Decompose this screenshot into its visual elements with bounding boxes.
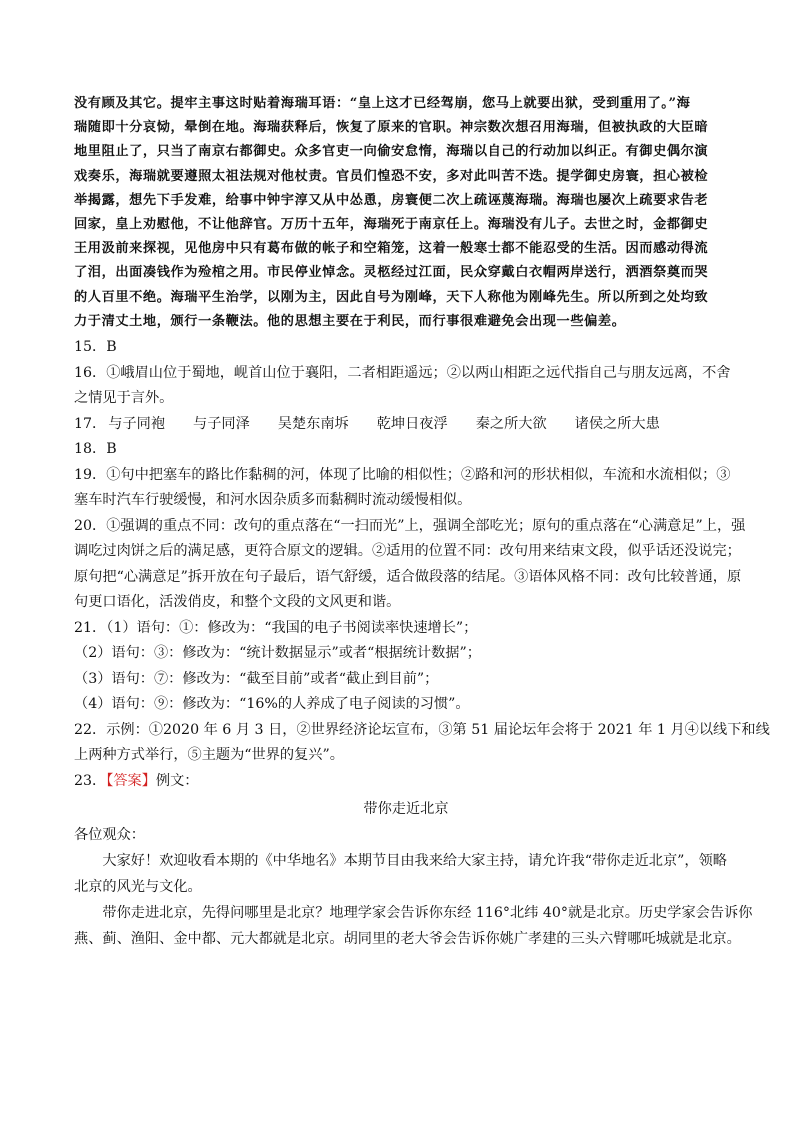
answer-19-line: 19．①句中把塞车的路比作黏稠的河，体现了比喻的相似性；②路和河的形状相似，车流和水流相似；③ xyxy=(74,466,731,483)
answer-22-line: 上两种方式举行，⑤主题为“世界的复兴”。 xyxy=(74,747,344,764)
answer-21-line: （4）语句：⑨：修改为：“16%的人养成了电子阅读的习惯”。 xyxy=(74,696,470,713)
answer-16-line: 16．①峨眉山位于蜀地，岘首山位于襄阳，二者相距遥远；②以两山相距之远代指自己与朋友远离，不舍 xyxy=(74,364,731,381)
answer-23-label: 例文： xyxy=(155,772,199,789)
passage-line: 没有顾及其它。提牢主事这时贴着海瑞耳语：“皇上这才已经驾崩，您马上就要出狱，受到重用了。”海 xyxy=(74,96,691,111)
answer-21-line: 21．（1）语句：①：修改为：“我国的电子书阅读率快速增长”； xyxy=(74,619,478,636)
passage-line: 戏奏乐，海瑞就要遵照太祖法规对他杖责。官员们惶恐不安，多对此叫苦不迭。提学御史房寰，担心被检 xyxy=(74,168,709,184)
passage-line: 回家，皇上劝慰他，不让他辞官。万历十五年，海瑞死于南京任上。海瑞没有儿子。去世之时，金都御史 xyxy=(74,217,709,233)
answer-19-line: 塞车时汽车行驶缓慢，和河水因杂质多而黏稠时流动缓慢相似。 xyxy=(74,492,472,509)
passage-line: 力于清丈土地，颁行一条鞭法。他的思想主要在于利民，而行事很难避免会出现一些偏差。 xyxy=(74,313,626,329)
passage-line: 举揭露，想先下手发难，给事中钟宇淳又从中怂恿，房寰便二次上疏诬蔑海瑞。海瑞也屡次上疏要求告老 xyxy=(74,192,709,208)
answer-16-line: 之情见于言外。 xyxy=(74,390,174,407)
answer-22-line: 22．示例：①2020 年 6 月 3 日，②世界经济论坛宣布，③第 51 届论坛年会将于 2021 年 1 月④以线下和线 xyxy=(74,721,770,738)
essay-title: 带你走近北京 xyxy=(363,801,449,818)
answer-15: 15．B xyxy=(74,339,117,356)
sample-essay xyxy=(74,796,753,952)
essay-paragraph-line: 大家好！欢迎收看本期的《中华地名》本期节目由我来给大家主持，请允许我“带你走近北京”，领略 xyxy=(102,853,727,870)
answer-tag: 【答案】 xyxy=(106,772,156,789)
answer-20-line: 调吃过肉饼之后的满足感，更符合原文的逻辑。②适用的位置不同：改句用来结束文段，似乎话还没说完； xyxy=(74,543,741,560)
answer-21-line: （3）语句：⑦：修改为：“截至目前”或者“截止到目前”； xyxy=(74,670,439,687)
answer-21-line: （2）语句：③：修改为：“统计数据显示”或者“根据统计数据”； xyxy=(74,645,481,662)
passage-line: 瑞随即十分哀恸，晕倒在地。海瑞获释后，恢复了原来的官职。神宗数次想召用海瑞，但被执政的大臣暗 xyxy=(74,120,709,136)
answers xyxy=(74,335,770,794)
passage-line: 地里阻止了，只当了南京右都御史。众多官吏一向偷安怠惰，海瑞以自己的行动加以纠正。有御史偶尔演 xyxy=(74,144,709,160)
essay-greeting: 各位观众： xyxy=(74,827,145,844)
essay-paragraph-line: 北京的风光与文化。 xyxy=(74,879,202,896)
answer-17-item: 秦之所大欲 xyxy=(475,415,547,432)
answer-17-item: 诸侯之所大患 xyxy=(574,415,660,432)
answer-17-number: 17． xyxy=(74,415,107,432)
answer-17-item: 与子同泽 xyxy=(193,415,250,432)
answer-17-item: 与子同袍 xyxy=(108,415,166,432)
answer-17-item: 乾坤日夜浮 xyxy=(376,415,448,432)
essay-paragraph-line: 带你走进北京，先得问哪里是北京？地理学家会告诉你东经 116°北纬 40°就是北京。历史学家会告诉你 xyxy=(102,905,753,922)
answer-20-line: 20．①强调的重点不同：改句的重点落在“一扫而光”上，强调全部吃光；原句的重点落在“心满意足”上，强 xyxy=(74,517,746,534)
answer-23-number: 23． xyxy=(74,772,107,789)
answer-23 xyxy=(74,769,738,795)
answer-20-line: 句更口语化，活泼俏皮，和整个文段的文风更和谐。 xyxy=(74,594,401,611)
passage-line: 了泪，出面凑钱作为殓棺之用。市民停业悼念。灵柩经过江面，民众穿戴白衣帽两岸送行，洒酒祭奠而哭 xyxy=(74,265,709,281)
answer-18: 18．B xyxy=(74,441,117,458)
answer-20-line: 原句把“心满意足”拆开放在句子最后，语气舒缓，适合做段落的结尾。③语体风格不同：改句比较普通，原 xyxy=(74,568,742,585)
passage-line: 王用汲前来探视，见他房中只有葛布做的帐子和空箱笼，这着一般寒士都不能忍受的生活。因而感动得流 xyxy=(74,241,709,257)
passage-line: 的人百里不绝。海瑞平生治学，以刚为主，因此自号为刚峰，天下人称他为刚峰先生。所以所到之处均致 xyxy=(74,289,709,305)
answer-17 xyxy=(74,412,738,438)
answer-17-item: 吴楚东南坼 xyxy=(277,415,349,432)
passage-translation xyxy=(74,92,738,334)
essay-paragraph-line: 燕、蓟、渔阳、金中都、元大都就是北京。胡同里的老大爷会告诉你姚广孝建的三头六臂哪吒城就是北京。 xyxy=(74,931,741,948)
